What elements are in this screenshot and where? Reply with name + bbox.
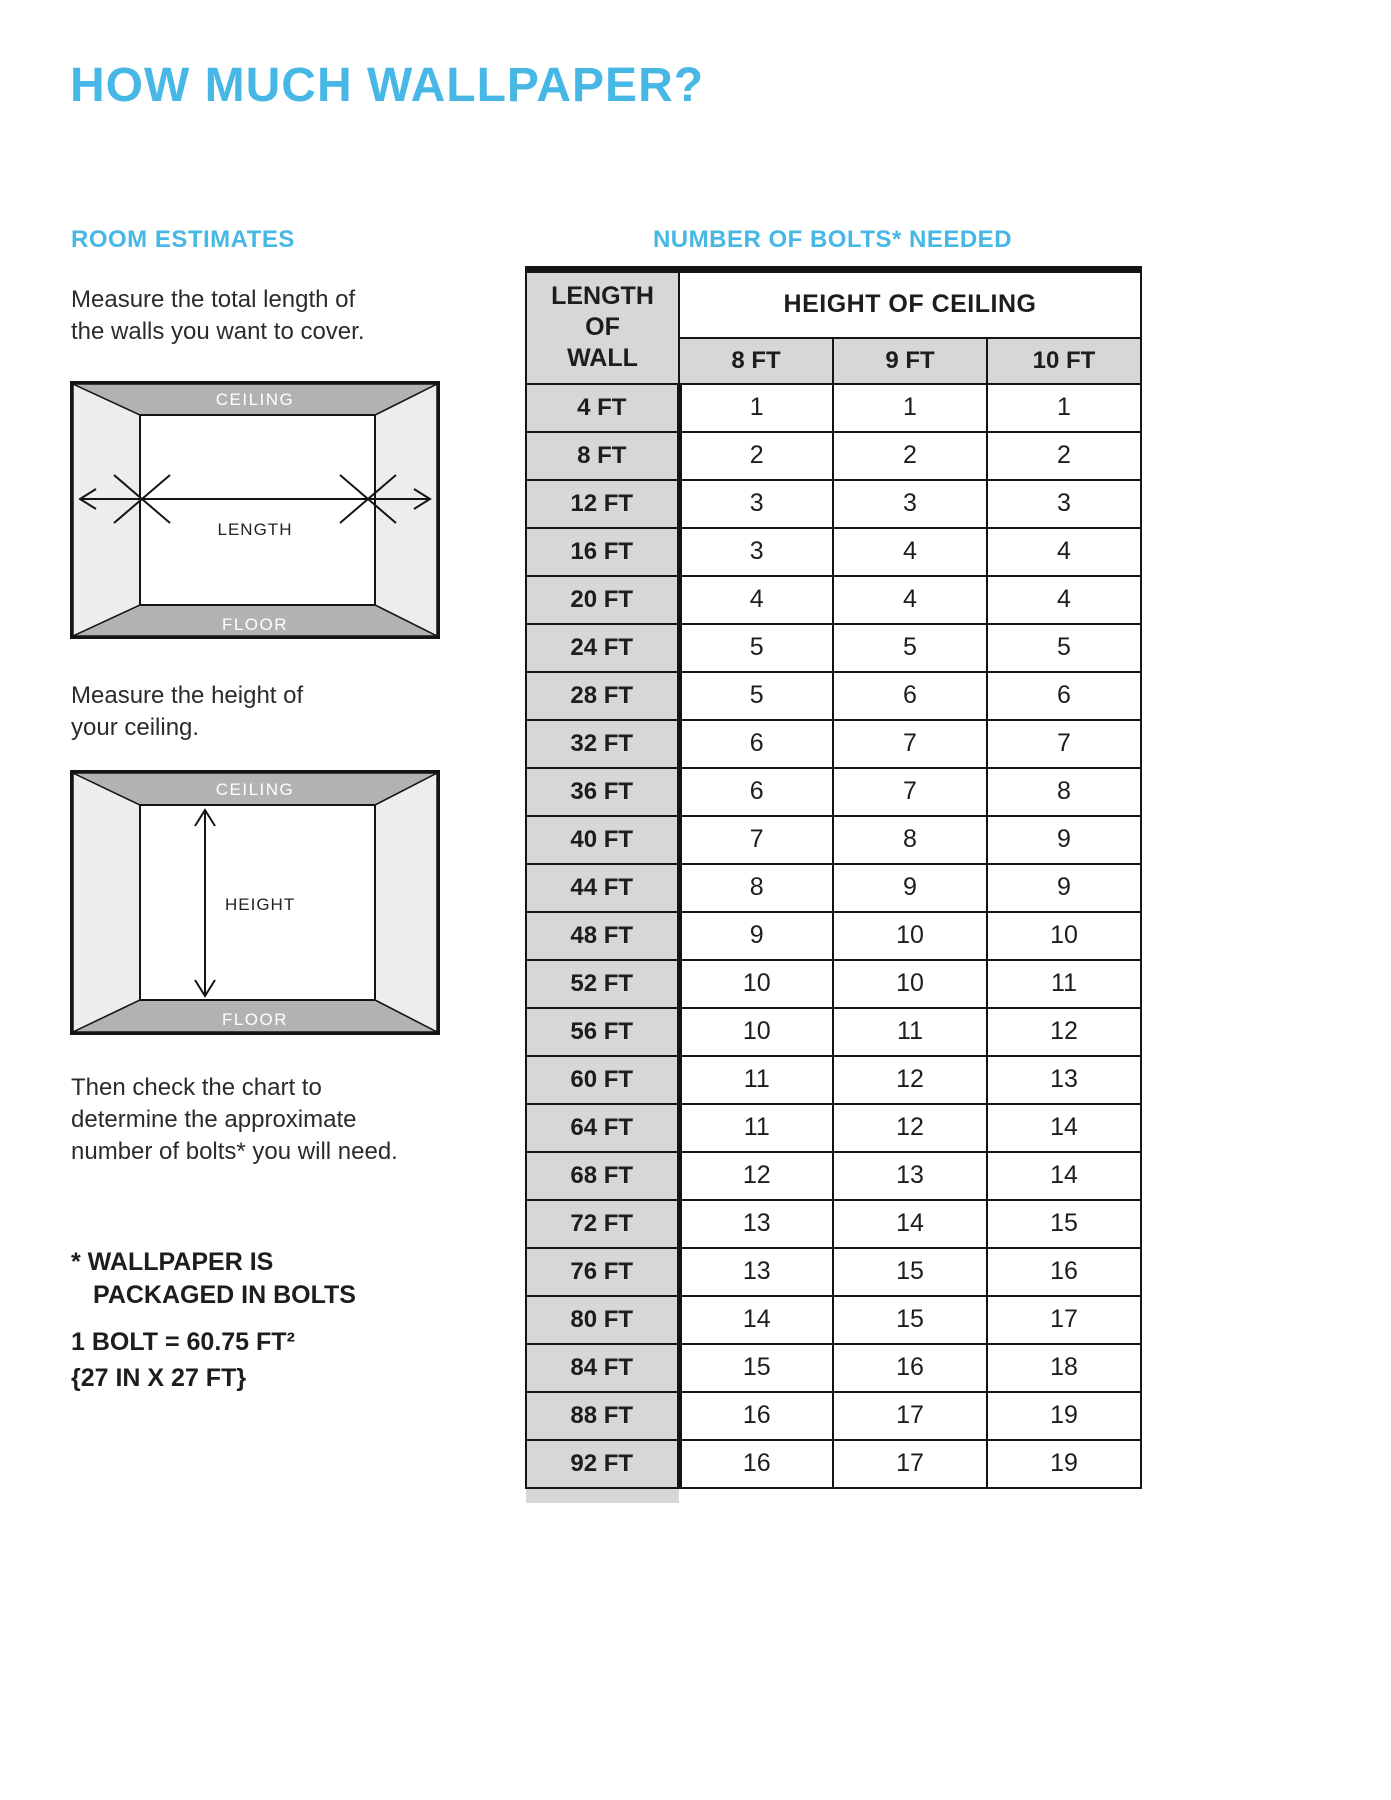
table-row <box>526 480 1141 528</box>
cell-10ft: 1 <box>987 384 1141 432</box>
col-header-10ft: 10 FT <box>987 338 1141 384</box>
bolts-footnote <box>71 1246 356 1311</box>
bolt-dimensions-line: {27 IN X 27 FT} <box>71 1364 247 1392</box>
cell-9ft: 16 <box>833 1344 987 1392</box>
table-row <box>526 1296 1141 1344</box>
step-measure-height: Measure the height of your ceiling. <box>71 682 304 742</box>
row-header: 40 FT <box>526 816 679 864</box>
cell-10ft: 7 <box>987 720 1141 768</box>
cell-9ft: 11 <box>833 1008 987 1056</box>
table-row <box>526 672 1141 720</box>
cell-9ft: 17 <box>833 1440 987 1488</box>
corner-header-text: LENGTH OF WALL <box>551 281 654 373</box>
cell-8ft: 13 <box>679 1200 833 1248</box>
cell-8ft: 15 <box>679 1344 833 1392</box>
cell-10ft: 3 <box>987 480 1141 528</box>
room-estimates-heading: ROOM ESTIMATES <box>71 226 295 253</box>
table-row <box>526 912 1141 960</box>
cell-8ft: 4 <box>679 576 833 624</box>
cell-10ft: 2 <box>987 432 1141 480</box>
footer-grey-strip <box>526 1488 679 1503</box>
cell-8ft: 5 <box>679 672 833 720</box>
table-row <box>526 816 1141 864</box>
table-row <box>526 960 1141 1008</box>
cell-9ft: 4 <box>833 528 987 576</box>
table-row <box>526 1200 1141 1248</box>
table-row <box>526 576 1141 624</box>
cell-10ft: 15 <box>987 1200 1141 1248</box>
cell-8ft: 7 <box>679 816 833 864</box>
cell-9ft: 17 <box>833 1392 987 1440</box>
row-header: 68 FT <box>526 1152 679 1200</box>
floor-label: FLOOR <box>221 1010 289 1029</box>
bolts-needed-heading: NUMBER OF BOLTS* NEEDED <box>652 226 1013 253</box>
page-title: HOW MUCH WALLPAPER? <box>70 59 705 112</box>
cell-10ft: 17 <box>987 1296 1141 1344</box>
cell-8ft: 9 <box>679 912 833 960</box>
left-wall <box>73 773 140 1032</box>
table-row <box>526 1104 1141 1152</box>
cell-9ft: 6 <box>833 672 987 720</box>
cell-9ft: 7 <box>833 768 987 816</box>
cell-9ft: 15 <box>833 1248 987 1296</box>
row-header: 32 FT <box>526 720 679 768</box>
table-row <box>526 864 1141 912</box>
cell-10ft: 4 <box>987 576 1141 624</box>
cell-8ft: 14 <box>679 1296 833 1344</box>
cell-9ft: 3 <box>833 480 987 528</box>
table-row <box>526 624 1141 672</box>
row-header: 44 FT <box>526 864 679 912</box>
cell-10ft: 9 <box>987 816 1141 864</box>
cell-10ft: 14 <box>987 1152 1141 1200</box>
corner-header <box>526 270 679 384</box>
row-header: 64 FT <box>526 1104 679 1152</box>
row-header: 12 FT <box>526 480 679 528</box>
bolt-size-line: 1 BOLT = 60.75 FT² <box>71 1328 295 1356</box>
row-header: 20 FT <box>526 576 679 624</box>
footer-white-strip <box>679 1488 1141 1503</box>
row-header: 88 FT <box>526 1392 679 1440</box>
cell-8ft: 16 <box>679 1440 833 1488</box>
cell-10ft: 10 <box>987 912 1141 960</box>
cell-8ft: 13 <box>679 1248 833 1296</box>
footnote-line-1: * WALLPAPER IS <box>71 1248 274 1276</box>
right-wall <box>375 384 437 636</box>
cell-8ft: 16 <box>679 1392 833 1440</box>
ceiling-label: CEILING <box>215 390 295 409</box>
cell-10ft: 12 <box>987 1008 1141 1056</box>
cell-9ft: 2 <box>833 432 987 480</box>
col-header-8ft: 8 FT <box>679 338 833 384</box>
table-row <box>526 720 1141 768</box>
footnote-line-2: PACKAGED IN BOLTS <box>93 1280 356 1309</box>
row-header: 72 FT <box>526 1200 679 1248</box>
back-wall <box>140 415 375 605</box>
table-row <box>526 1056 1141 1104</box>
table-row <box>526 1248 1141 1296</box>
right-wall <box>375 773 437 1032</box>
bolts-table <box>525 266 1142 1503</box>
cell-9ft: 15 <box>833 1296 987 1344</box>
cell-9ft: 5 <box>833 624 987 672</box>
cell-9ft: 7 <box>833 720 987 768</box>
cell-10ft: 9 <box>987 864 1141 912</box>
table-row <box>526 1008 1141 1056</box>
cell-10ft: 19 <box>987 1440 1141 1488</box>
row-header: 36 FT <box>526 768 679 816</box>
length-label: LENGTH <box>217 520 293 539</box>
row-header: 52 FT <box>526 960 679 1008</box>
cell-8ft: 12 <box>679 1152 833 1200</box>
row-header: 24 FT <box>526 624 679 672</box>
cell-8ft: 10 <box>679 1008 833 1056</box>
row-header: 80 FT <box>526 1296 679 1344</box>
row-header: 76 FT <box>526 1248 679 1296</box>
cell-10ft: 5 <box>987 624 1141 672</box>
cell-10ft: 6 <box>987 672 1141 720</box>
cell-8ft: 6 <box>679 768 833 816</box>
cell-8ft: 5 <box>679 624 833 672</box>
cell-8ft: 10 <box>679 960 833 1008</box>
cell-10ft: 4 <box>987 528 1141 576</box>
cell-10ft: 18 <box>987 1344 1141 1392</box>
step-measure-length: Measure the total length of the walls you want to cover. <box>71 286 365 346</box>
table-row <box>526 1440 1141 1488</box>
height-label: HEIGHT <box>225 895 296 914</box>
row-header: 48 FT <box>526 912 679 960</box>
cell-9ft: 9 <box>833 864 987 912</box>
cell-10ft: 16 <box>987 1248 1141 1296</box>
ceiling-height-diagram <box>70 770 440 1035</box>
row-header: 28 FT <box>526 672 679 720</box>
row-header: 8 FT <box>526 432 679 480</box>
cell-8ft: 2 <box>679 432 833 480</box>
row-header: 16 FT <box>526 528 679 576</box>
cell-9ft: 13 <box>833 1152 987 1200</box>
cell-9ft: 10 <box>833 960 987 1008</box>
cell-9ft: 10 <box>833 912 987 960</box>
cell-10ft: 14 <box>987 1104 1141 1152</box>
cell-10ft: 19 <box>987 1392 1141 1440</box>
ceiling-label: CEILING <box>215 780 295 799</box>
header-row-group <box>526 270 1141 338</box>
cell-8ft: 6 <box>679 720 833 768</box>
row-header: 60 FT <box>526 1056 679 1104</box>
table-row <box>526 528 1141 576</box>
table-row <box>526 384 1141 432</box>
floor-label: FLOOR <box>221 615 289 634</box>
cell-9ft: 8 <box>833 816 987 864</box>
table-row <box>526 1392 1141 1440</box>
cell-8ft: 11 <box>679 1104 833 1152</box>
table-row <box>526 432 1141 480</box>
cell-10ft: 11 <box>987 960 1141 1008</box>
table-row <box>526 768 1141 816</box>
cell-8ft: 3 <box>679 480 833 528</box>
cell-9ft: 12 <box>833 1104 987 1152</box>
row-header: 56 FT <box>526 1008 679 1056</box>
step-check-chart: Then check the chart to determine the approximate number of bolts* you will need. <box>71 1074 398 1166</box>
table-footer-strip <box>526 1488 1141 1503</box>
cell-10ft: 13 <box>987 1056 1141 1104</box>
cell-10ft: 8 <box>987 768 1141 816</box>
table-row <box>526 1152 1141 1200</box>
cell-8ft: 3 <box>679 528 833 576</box>
cell-8ft: 8 <box>679 864 833 912</box>
cell-9ft: 14 <box>833 1200 987 1248</box>
row-header: 92 FT <box>526 1440 679 1488</box>
cell-8ft: 11 <box>679 1056 833 1104</box>
row-header: 84 FT <box>526 1344 679 1392</box>
col-header-9ft: 9 FT <box>833 338 987 384</box>
room-length-diagram <box>70 381 440 639</box>
group-header: HEIGHT OF CEILING <box>679 270 1141 338</box>
cell-9ft: 1 <box>833 384 987 432</box>
row-header: 4 FT <box>526 384 679 432</box>
cell-9ft: 4 <box>833 576 987 624</box>
table-row <box>526 1344 1141 1392</box>
cell-9ft: 12 <box>833 1056 987 1104</box>
cell-8ft: 1 <box>679 384 833 432</box>
